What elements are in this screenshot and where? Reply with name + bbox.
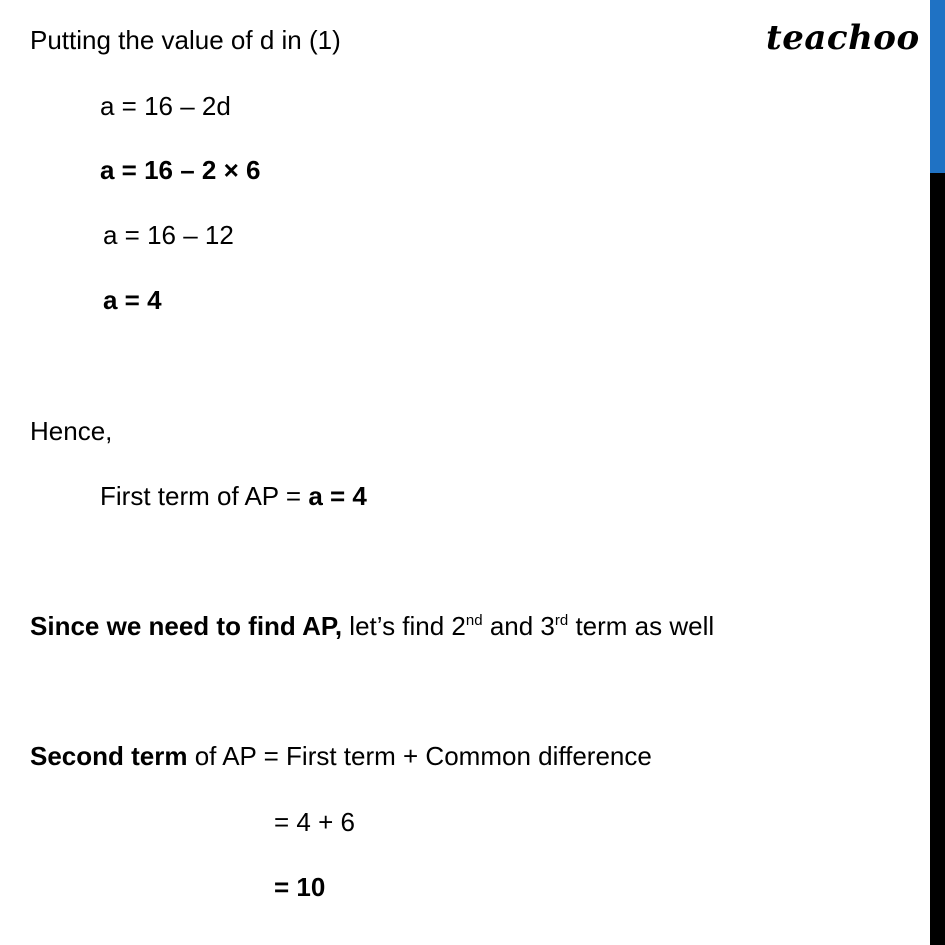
find-ap-text-c: term as well xyxy=(568,611,715,641)
find-ap-line xyxy=(30,611,714,641)
second-term-bold: Second term xyxy=(30,741,188,771)
teachoo-logo: teachoo xyxy=(766,18,920,58)
find-ap-bold: Since we need to find AP, xyxy=(30,611,343,641)
second-term-line xyxy=(30,741,652,771)
find-ap-text-a: let’s find 2 xyxy=(342,611,466,641)
find-ap-text-b: and 3 xyxy=(482,611,555,641)
second-term-result: = 10 xyxy=(274,872,326,902)
ordinal-rd: rd xyxy=(554,612,569,629)
ordinal-nd: nd xyxy=(465,612,483,629)
scrollbar-track[interactable] xyxy=(930,0,945,945)
first-term-line xyxy=(100,481,367,511)
equation-substitute-d: a = 16 – 2 × 6 xyxy=(100,155,261,185)
first-term-label: First term of AP = xyxy=(100,481,309,511)
second-term-sum: = 4 + 6 xyxy=(274,807,355,837)
result-a-4: a = 4 xyxy=(103,285,162,315)
putting-value-line: Putting the value of d in (1) xyxy=(30,25,341,55)
first-term-value: a = 4 xyxy=(308,481,367,511)
equation-a-16-2d: a = 16 – 2d xyxy=(100,91,231,121)
scrollbar-thumb[interactable] xyxy=(930,0,945,173)
second-term-formula: of AP = First term + Common difference xyxy=(187,741,652,771)
equation-16-minus-12: a = 16 – 12 xyxy=(103,220,234,250)
hence-label: Hence, xyxy=(30,416,113,446)
